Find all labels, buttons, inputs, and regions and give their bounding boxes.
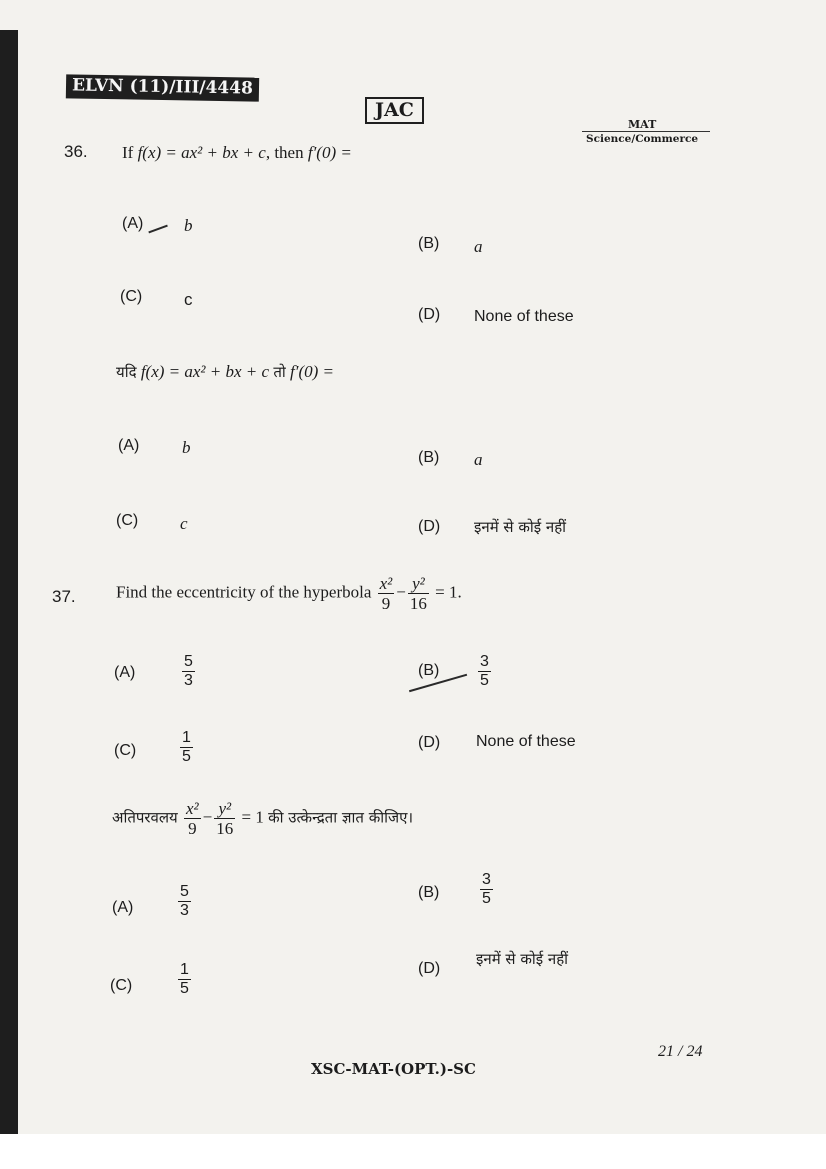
- fraction-numerator: 5: [184, 653, 193, 670]
- fraction-numerator: 5: [180, 883, 189, 900]
- q36-en-prefix: If: [122, 143, 134, 162]
- fraction-denominator: 16: [216, 819, 234, 838]
- fraction-numerator: 1: [182, 729, 191, 746]
- q37-hindi-text: [112, 800, 413, 837]
- question-number-37: 37.: [52, 587, 76, 606]
- q37-en-option-c-label: (C): [114, 742, 137, 759]
- fraction-numerator: 3: [480, 653, 489, 670]
- fraction-numerator: y²: [408, 575, 429, 594]
- q36-en-option-a-label: (A): [122, 215, 144, 232]
- fraction-numerator: y²: [214, 800, 235, 819]
- q36-hi-option-c-label: (C): [116, 512, 139, 529]
- q36-hi-ask: f′(0) =: [290, 362, 334, 381]
- q37-hi-option-b-label: (B): [418, 884, 440, 901]
- q36-en-mid: , then: [265, 143, 304, 162]
- q37-hi-option-a-value: [176, 884, 193, 919]
- footer-paper-code: XSC-MAT-(OPT.)-SC: [311, 1060, 476, 1078]
- q37-hi-fraction-x: [184, 800, 201, 837]
- q37-fraction-y: [408, 575, 429, 612]
- q37-hi-suffix: की उत्केन्द्रता ज्ञात कीजिए।: [268, 808, 414, 827]
- q36-hi-prefix: यदि: [116, 363, 137, 381]
- q37-en-text: Find the eccentricity of the hyperbola: [116, 582, 372, 602]
- fraction-numerator: x²: [379, 574, 393, 593]
- page-number: 21 / 24: [658, 1043, 703, 1060]
- fraction-denominator: 9: [188, 819, 197, 838]
- q36-english-text: [122, 143, 352, 163]
- fraction-denominator: 5: [482, 890, 491, 907]
- q37-en-option-c-value: [178, 730, 195, 765]
- q37-hi-option-d-label: (D): [418, 960, 441, 977]
- q36-en-ask: f′(0) =: [307, 143, 352, 162]
- q37-hi-minus: −: [202, 807, 213, 827]
- q37-minus: −: [396, 582, 406, 602]
- q36-en-option-b-value: a: [474, 237, 483, 256]
- q36-hi-option-a-label: (A): [118, 437, 140, 454]
- fraction-denominator: 5: [182, 748, 191, 765]
- pen-tick-mark: [148, 225, 167, 233]
- fraction-denominator: 9: [381, 594, 391, 613]
- q36-hi-equation: f(x) = ax² + bx + c: [140, 362, 270, 381]
- question-number-36: 36.: [64, 142, 88, 161]
- q36-en-option-d-label: (D): [418, 306, 441, 323]
- fraction-numerator: 1: [180, 961, 189, 978]
- q36-en-equation: f(x) = ax² + bx + c: [137, 143, 266, 162]
- q37-en-option-b-label: (B): [418, 662, 440, 679]
- q37-hi-option-b-value: [478, 872, 495, 907]
- q37-en-option-d-value: None of these: [476, 733, 576, 750]
- fraction-denominator: 3: [180, 902, 189, 919]
- paper-code-badge: ELVN (11)/III/4448: [66, 74, 259, 101]
- fraction-numerator: 3: [482, 871, 491, 888]
- scan-left-edge: [0, 30, 18, 1140]
- fraction-numerator: x²: [186, 799, 199, 818]
- q37-hi-fraction-y: [214, 800, 235, 837]
- subject-divider: [582, 131, 710, 132]
- fraction-denominator: 5: [480, 672, 489, 689]
- q37-en-option-b-value: [476, 654, 493, 689]
- q36-en-option-b-label: (B): [418, 235, 440, 252]
- q36-en-option-c-value: c: [184, 290, 193, 309]
- q36-hi-mid: तो: [273, 363, 286, 381]
- q36-hi-option-a-value: b: [182, 438, 191, 457]
- stream-label: Science/Commerce: [586, 133, 699, 145]
- q36-hi-option-d-label: (D): [418, 518, 441, 535]
- q36-hi-option-b-value: a: [474, 450, 483, 469]
- q37-english-text: [116, 575, 462, 612]
- q36-en-option-a-value: b: [184, 216, 193, 235]
- q36-hi-option-b-label: (B): [418, 449, 440, 466]
- q37-fraction-x: [378, 575, 395, 612]
- q37-hi-prefix: अतिपरवलय: [112, 808, 178, 827]
- q37-hi-option-d-value: इनमें से कोई नहीं: [476, 950, 569, 968]
- q37-equals-one: = 1.: [435, 582, 462, 602]
- q37-hi-option-c-value: [176, 962, 193, 997]
- q37-en-option-d-label: (D): [418, 734, 441, 751]
- q36-hi-option-d-value: इनमें से कोई नहीं: [474, 518, 567, 536]
- scan-bottom-margin: [0, 1134, 826, 1169]
- q37-hi-equals-one: = 1: [241, 807, 264, 827]
- q36-hi-option-c-value: c: [180, 514, 188, 533]
- q37-en-option-a-value: [180, 654, 197, 689]
- fraction-denominator: 5: [180, 980, 189, 997]
- board-box: JAC: [365, 97, 424, 124]
- subject-label: MAT: [628, 118, 657, 131]
- q37-hi-option-a-label: (A): [112, 899, 134, 916]
- q36-en-option-d-value: None of these: [474, 308, 574, 325]
- q36-hindi-text: [116, 362, 334, 382]
- q37-en-option-a-label: (A): [114, 664, 136, 681]
- q36-en-option-c-label: (C): [120, 288, 143, 305]
- q37-hi-option-c-label: (C): [110, 977, 133, 994]
- fraction-denominator: 3: [184, 672, 193, 689]
- fraction-denominator: 16: [409, 594, 427, 613]
